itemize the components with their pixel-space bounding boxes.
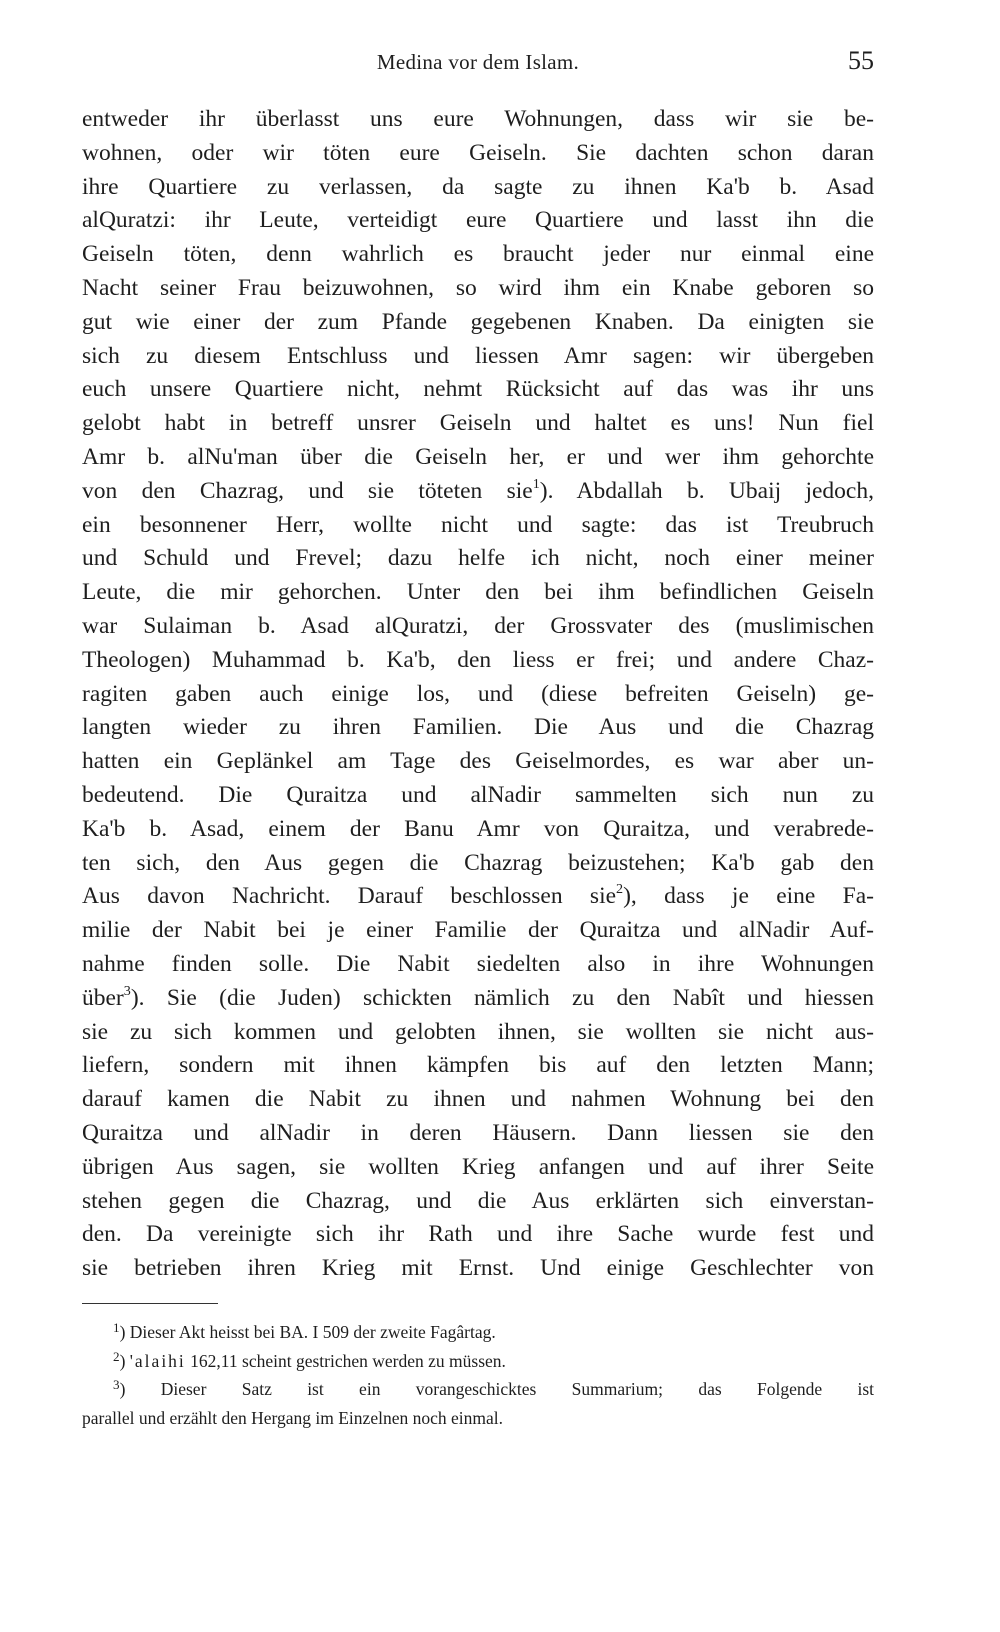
footnote-marker: 3 <box>113 1377 120 1393</box>
text-line: ten sich, den Aus gegen die Chazrag beizustehen; Ka'b gab den <box>82 849 874 876</box>
footnote-marker: 1 <box>113 1320 120 1336</box>
text-line: ragiten gaben auch einige los, und (diese befreiten Geiseln) ge- <box>82 680 874 707</box>
text-line: darauf kamen die Nabit zu ihnen und nahmen Wohnung bei den <box>82 1086 874 1113</box>
footnote-2 <box>82 1347 874 1376</box>
footnote-3 <box>82 1375 874 1404</box>
text-line <box>82 475 874 509</box>
text-line: sie betrieben ihren Krieg mit Ernst. Und einige Geschlechter von <box>82 1255 874 1282</box>
running-head <box>82 44 874 84</box>
text-line: sich zu diesem Entschluss und liessen Amr sagen: wir übergeben <box>82 342 874 369</box>
text-line: langten wieder zu ihren Familien. Die Aus und die Chazrag <box>82 714 874 741</box>
text-line: den. Da vereinigte sich ihr Rath und ihre Sache wurde fest und <box>82 1221 874 1248</box>
text-line: wohnen, oder wir töten eure Geiseln. Sie dachten schon daran <box>82 139 874 166</box>
text-segment: ). Abdallah b. Ubaij jedoch, <box>539 477 874 504</box>
footnote-paren: ) <box>119 1350 130 1371</box>
running-title: Medina vor dem Islam. <box>376 50 580 74</box>
footnote-3-continued: parallel und erzählt den Hergang im Einzelnen noch einmal. <box>82 1407 503 1428</box>
footnote-ref: 1 <box>532 475 540 492</box>
text-line: Ka'b b. Asad, einem der Banu Amr von Quraitza, und verabrede- <box>82 815 874 842</box>
text-line <box>82 880 874 914</box>
text-line: ihre Quartiere zu verlassen, da sagte zu ihnen Ka'b b. Asad <box>82 173 874 200</box>
body-text <box>82 103 874 1286</box>
footnote-divider <box>82 1303 218 1304</box>
text-line: Quraitza und alNadir in deren Häusern. Dann liessen sie den <box>82 1119 874 1146</box>
footnote-word: 'alaihi <box>129 1350 186 1371</box>
text-line: Theologen) Muhammad b. Ka'b, den liess er frei; und andere Chaz- <box>82 646 874 673</box>
text-segment: Aus davon Nachricht. Darauf beschlossen sie <box>82 883 617 910</box>
footnote-ref: 2 <box>616 881 624 898</box>
text-segment: von den Chazrag, und sie töteten sie <box>82 477 533 504</box>
footnote-text: ) Dieser Akt heisst bei BA. I 509 der zweite Fagârtag. <box>119 1322 496 1342</box>
text-line: Amr b. alNu'man über die Geiseln her, er und wer ihm gehorchte <box>82 443 874 470</box>
text-segment: über <box>82 984 124 1011</box>
text-line: sie zu sich kommen und gelobten ihnen, sie wollten sie nicht aus- <box>82 1018 874 1045</box>
text-segment: ), dass je eine Fa- <box>623 883 874 910</box>
text-line: euch unsere Quartiere nicht, nehmt Rücksicht auf das was ihr uns <box>82 376 874 403</box>
footnotes <box>82 1318 874 1432</box>
text-line: liefern, sondern mit ihnen kämpfen bis auf den letzten Mann; <box>82 1052 874 1079</box>
text-line: alQuratzi: ihr Leute, verteidigt eure Quartiere und lasst ihn die <box>82 207 874 234</box>
text-line: hatten ein Geplänkel am Tage des Geiselmordes, es war aber un- <box>82 748 874 775</box>
text-line: milie der Nabit bei je einer Familie der Quraitza und alNadir Auf- <box>82 917 874 944</box>
footnote-text: 162,11 scheint gestrichen werden zu müssen. <box>185 1350 506 1371</box>
footnote-marker: 2 <box>113 1348 120 1364</box>
text-line: stehen gegen die Chazrag, und die Aus erklärten sich einverstan- <box>82 1187 874 1214</box>
footnote-text: ) Dieser Satz ist ein vorangeschicktes Summarium; das Folgende ist <box>119 1379 874 1400</box>
text-line: gut wie einer der zum Pfande gegebenen Knaben. Da einigten sie <box>82 308 874 335</box>
text-line <box>82 982 874 1016</box>
text-line: Nacht seiner Frau beizuwohnen, so wird ihm ein Knabe geboren so <box>82 274 874 301</box>
text-line: Geiseln töten, denn wahrlich es braucht jeder nur einmal eine <box>82 241 874 268</box>
text-line: und Schuld und Frevel; dazu helfe ich nicht, noch einer meiner <box>82 545 874 572</box>
page-number: 55 <box>848 46 874 75</box>
footnote-1 <box>82 1318 874 1347</box>
footnote-ref: 3 <box>123 982 131 999</box>
text-line: war Sulaiman b. Asad alQuratzi, der Grossvater des (muslimischen <box>82 612 874 639</box>
text-line: Leute, die mir gehorchen. Unter den bei ihm befindlichen Geiseln <box>82 579 874 606</box>
text-line: nahme finden solle. Die Nabit siedelten also in ihre Wohnungen <box>82 950 874 977</box>
text-line: ein besonnener Herr, wollte nicht und sagte: das ist Treubruch <box>82 511 874 538</box>
text-line: entweder ihr überlasst uns eure Wohnungen, dass wir sie be- <box>82 106 874 132</box>
text-segment: ). Sie (die Juden) schickten nämlich zu den Nabît und hiessen <box>130 984 874 1011</box>
text-line: übrigen Aus sagen, sie wollten Krieg anfangen und auf ihrer Seite <box>82 1153 874 1180</box>
text-line: bedeutend. Die Quraitza und alNadir sammelten sich nun zu <box>82 781 874 808</box>
text-line: gelobt habt in betreff unsrer Geiseln und haltet es uns! Nun fiel <box>82 410 874 437</box>
